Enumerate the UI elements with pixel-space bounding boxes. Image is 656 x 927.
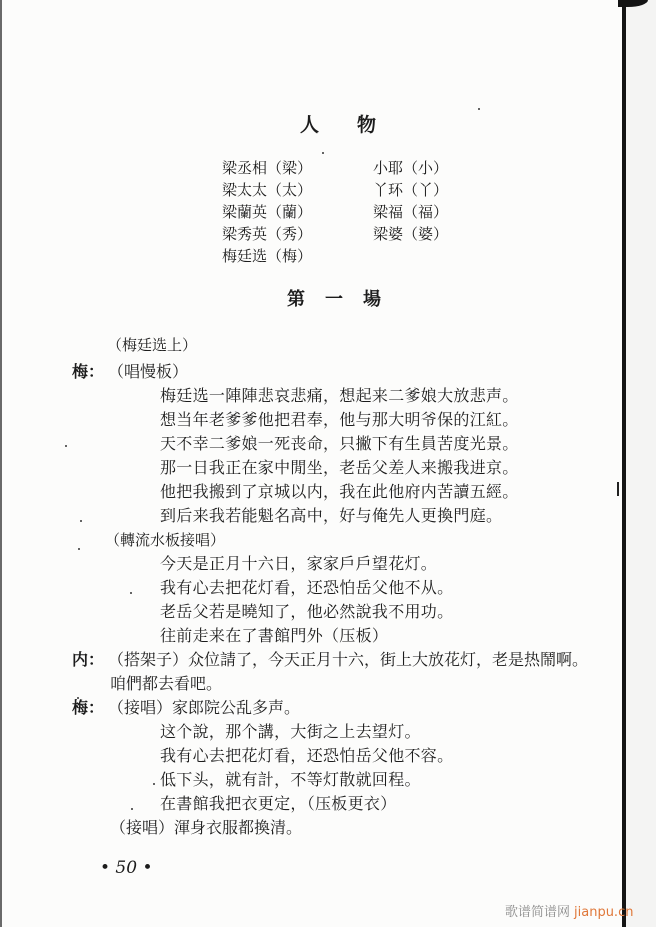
cast-list-right [373, 157, 448, 245]
dialogue-text: （接唱）家郎院公乱多声。 [108, 698, 301, 717]
speaker-label: 梅： [72, 362, 105, 381]
scan-binding-margin [626, 0, 656, 927]
stage-direction-entrance: （梅廷选上） [107, 336, 198, 354]
script-line-speaker [0, 648, 620, 672]
stage-direction: （唱慢板） [108, 362, 189, 381]
verse-text: 低下头，就有計，不等灯散就回程。 [160, 770, 421, 789]
dialogue-text: （搭架子）众位請了，今天正月十六，街上大放花灯，老是热鬧啊。 [108, 650, 589, 669]
verse-text: 往前走来在了書館門外（压板） [160, 626, 389, 645]
speaker-label: 梅： [72, 698, 105, 717]
verse-text: 我有心去把花灯看，还恐怕岳父他不容。 [160, 746, 454, 765]
cast-member: 丫环（丫） [373, 181, 449, 199]
verse-line [0, 720, 620, 744]
verse-line [0, 624, 620, 648]
verse-text: 想当年老爹爹他把君奉，他与那大明爷保的江紅。 [160, 410, 519, 429]
cast-member: 梁蘭英（蘭） [222, 203, 313, 221]
verse-line [0, 768, 620, 792]
dialogue-continuation [0, 816, 620, 840]
scan-speck [478, 108, 480, 110]
watermark [505, 904, 633, 922]
scene-title: 第一場 [287, 289, 401, 310]
verse-text: 那一日我正在家中閒坐，老岳父差人来搬我进京。 [160, 458, 519, 477]
cast-title: 人物 [300, 114, 415, 136]
dialogue-continuation [0, 672, 620, 696]
cast-member: 梁太太（太） [222, 181, 313, 199]
cast-member: 小耶（小） [373, 159, 449, 177]
verse-line [0, 552, 620, 576]
stage-direction: （轉流水板接唱） [105, 531, 226, 549]
verse-text: 梅廷选一陣陣悲哀悲痛，想起来二爹娘大放悲声。 [160, 386, 519, 405]
cast-member: 梅廷选（梅） [222, 247, 313, 265]
cast-list-left [222, 157, 312, 267]
script-body [0, 360, 620, 840]
cast-member: 梁秀英（秀） [222, 225, 313, 243]
verse-line [0, 456, 620, 480]
stage-direction-line [0, 528, 620, 552]
verse-line [0, 384, 620, 408]
verse-line [0, 576, 620, 600]
verse-text: 在書館我把衣更定，（压板更衣） [160, 794, 397, 813]
dialogue-text: 咱們都去看吧。 [110, 674, 223, 693]
scan-speck [322, 152, 324, 154]
watermark-domain: jianpu.cn [574, 905, 634, 920]
verse-line [0, 792, 620, 816]
verse-text: 这个說，那个講，大街之上去望灯。 [160, 722, 421, 741]
verse-line [0, 480, 620, 504]
verse-line [0, 432, 620, 456]
cast-member: 梁丞相（梁） [222, 159, 313, 177]
verse-text: 今天是正月十六日，家家戶戶望花灯。 [160, 554, 438, 573]
verse-text: 天不幸二爹娘一死丧命，只撇下有生員苦度光景。 [160, 434, 519, 453]
verse-text: 到后来我若能魁名高中，好与俺先人更換門庭。 [160, 506, 503, 525]
scan-binding-line [622, 0, 626, 927]
dialogue-text: （接唱）渾身衣服都換清。 [110, 818, 303, 837]
verse-line [0, 744, 620, 768]
verse-text: 他把我搬到了京城以内，我在此他府内苦讀五經。 [160, 482, 519, 501]
page-number: • 50 • [100, 858, 153, 878]
verse-line [0, 408, 620, 432]
verse-text: 老岳父若是曉知了，他必然說我不用功。 [160, 602, 454, 621]
verse-text: 我有心去把花灯看，还恐怕岳父他不从。 [160, 578, 454, 597]
cast-member: 梁婆（婆） [373, 225, 449, 243]
cast-member: 梁福（福） [373, 203, 449, 221]
speaker-label: 内： [72, 650, 105, 669]
verse-line [0, 600, 620, 624]
script-line-speaker [0, 360, 620, 384]
script-line-speaker [0, 696, 620, 720]
watermark-site-name: 歌谱简谱网 [505, 905, 571, 920]
verse-line [0, 504, 620, 528]
